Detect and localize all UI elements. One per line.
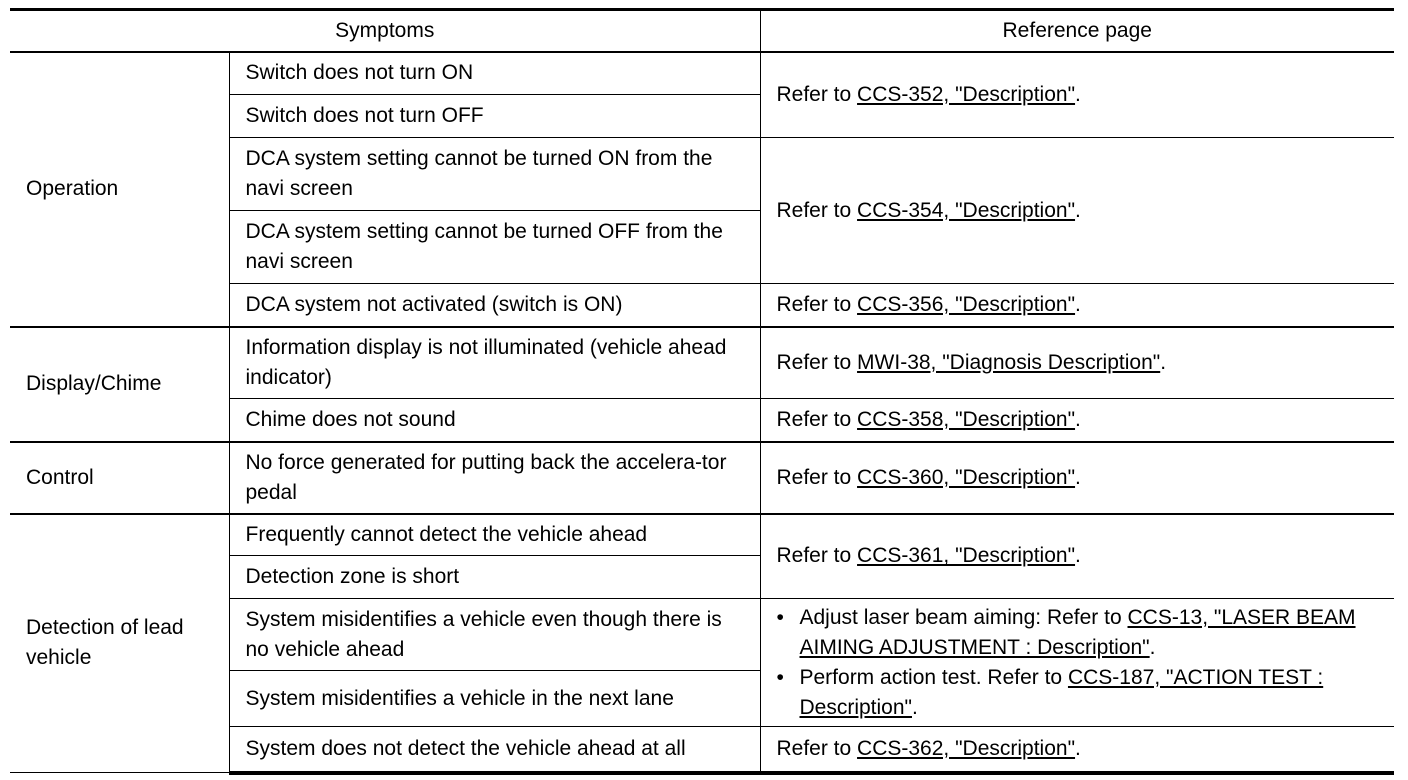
symptom-cell: DCA system not activated (switch is ON) [229, 284, 760, 327]
refer-to-text: Refer to [776, 82, 852, 106]
symptom-cell: System misidentifies a vehicle in the next lane [229, 671, 760, 727]
symptom-cell: No force generated for putting back the accelera-tor pedal [229, 442, 760, 514]
category-operation: Operation [10, 52, 229, 327]
table-row [10, 514, 1394, 556]
reference-link[interactable]: CCS-356, "Description" [857, 292, 1076, 316]
table-row [10, 327, 1394, 399]
symptom-cell: Detection zone is short [229, 556, 760, 599]
bullet-item: • Adjust laser beam aiming: Refer to CCS-13, "LASER BEAM AIMING ADJUSTMENT : Description". [777, 603, 1379, 663]
refer-to-text: Refer to [776, 736, 852, 760]
reference-link[interactable]: CCS-361, "Description" [857, 544, 1076, 568]
symptom-cell: System misidentifies a vehicle even though there is no vehicle ahead [229, 599, 760, 671]
reference-cell: Refer to CCS-356, "Description". [760, 284, 1394, 327]
reference-link[interactable]: CCS-187, "ACTION TEST : Description" [799, 665, 1324, 719]
refer-to-text: Refer to [776, 198, 852, 222]
refer-to-text: Refer to [776, 407, 852, 431]
symptom-cell: Chime does not sound [229, 399, 760, 442]
reference-cell: Refer to CCS-358, "Description". [760, 399, 1394, 442]
reference-cell: Refer to MWI-38, "Diagnosis Description". [760, 327, 1394, 399]
header-row [10, 10, 1394, 52]
reference-cell: Refer to CCS-361, "Description". [760, 514, 1394, 599]
symptom-cell: DCA system setting cannot be turned OFF from the navi screen [229, 211, 760, 284]
symptom-table [10, 8, 1394, 775]
symptom-cell: System does not detect the vehicle ahead at all [229, 727, 760, 773]
symptom-cell: Switch does not turn OFF [229, 95, 760, 138]
refer-to-text: Refer to [776, 544, 852, 568]
reference-link[interactable]: CCS-360, "Description" [857, 465, 1076, 489]
reference-cell: Refer to CCS-360, "Description". [760, 442, 1394, 514]
header-reference-page: Reference page [760, 10, 1394, 52]
category-detection: Detection of lead vehicle [10, 514, 229, 773]
bullet-text: Perform action test. Refer to [799, 665, 1063, 689]
bullet-text: Adjust laser beam aiming: Refer to [799, 605, 1122, 629]
symptom-cell: Switch does not turn ON [229, 52, 760, 95]
refer-to-text: Refer to [776, 350, 852, 374]
table-row [10, 442, 1394, 514]
symptom-cell: Information display is not illuminated (vehicle ahead indicator) [229, 327, 760, 399]
header-symptoms: Symptoms [10, 10, 760, 52]
category-control: Control [10, 442, 229, 514]
reference-link[interactable]: CCS-354, "Description" [857, 198, 1076, 222]
reference-cell: Refer to CCS-362, "Description". [760, 727, 1394, 773]
reference-cell: Refer to CCS-352, "Description". [760, 52, 1394, 138]
bullet-item: • Perform action test. Refer to CCS-187, "ACTION TEST : Description". [777, 663, 1379, 723]
reference-link[interactable]: CCS-352, "Description" [857, 82, 1076, 106]
symptom-cell: DCA system setting cannot be turned ON from the navi screen [229, 138, 760, 211]
reference-link[interactable]: CCS-358, "Description" [857, 407, 1076, 431]
category-display-chime: Display/Chime [10, 327, 229, 442]
reference-link[interactable]: CCS-13, "LASER BEAM AIMING ADJUSTMENT : Description" [799, 605, 1356, 659]
reference-cell-bullets [760, 599, 1394, 727]
reference-cell: Refer to CCS-354, "Description". [760, 138, 1394, 284]
symptom-cell: Frequently cannot detect the vehicle ahead [229, 514, 760, 556]
refer-to-text: Refer to [776, 465, 852, 489]
reference-link[interactable]: MWI-38, "Diagnosis Description" [857, 350, 1161, 374]
refer-to-text: Refer to [776, 292, 852, 316]
table-row [10, 52, 1394, 95]
bullet-list [777, 603, 1379, 723]
reference-link[interactable]: CCS-362, "Description" [857, 736, 1076, 760]
